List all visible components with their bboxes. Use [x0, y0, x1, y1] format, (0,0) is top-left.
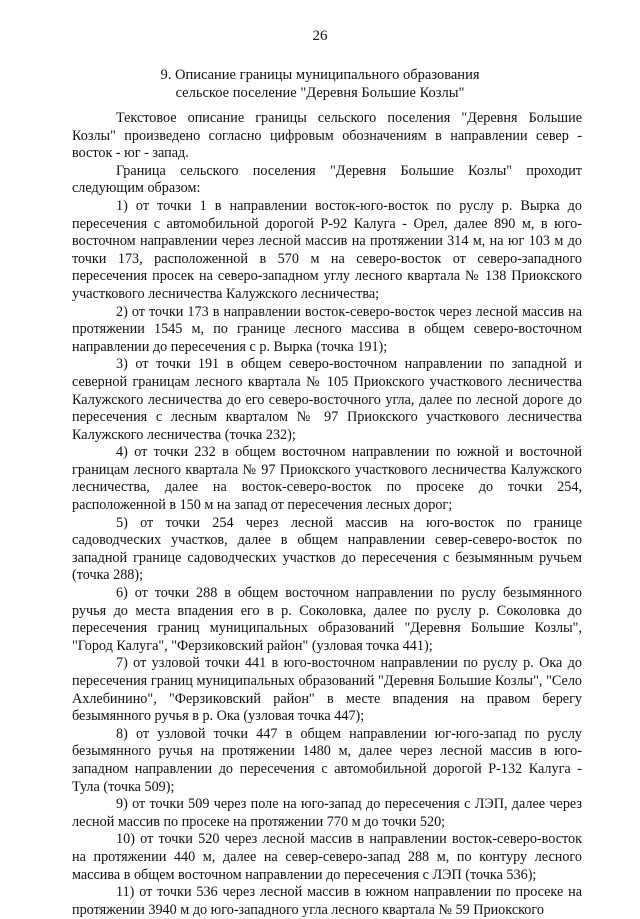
page-number: 26: [312, 28, 328, 44]
paragraph: 3) от точки 191 в общем северо-восточном направлении по западной и северной границам лесного квартала № 105 Приокского участкового лесничества Калужского лесничества до его северо-восточного угла, далее по лесной дороге до пересечения с лесным кварталом № 97 Приокского участкового лесничества Калужского лесничества (точка 232);: [72, 356, 582, 443]
paragraph: 4) от точки 232 в общем восточном направлении по южной и восточной границам лесного квартала № 97 Приокского участкового лесничества Калужского лесничества, далее на восток-северо-восток по просеке до точки 254, расположенной в 150 м на запад от пересечения лесных дорог;: [72, 444, 582, 514]
paragraph: 8) от узловой точки 447 в общем направлении юг-юго-запад по руслу безымянного ручья на протяжении 1480 м, далее через лесной массив в юго-западном направлении до пересечения с автомобильной дорогой Р-132 Калуга - Тула (точка 509);: [72, 725, 582, 795]
section-heading: [0, 66, 640, 102]
paragraph: 9) от точки 509 через поле на юго-запад до пересечения с ЛЭП, далее через лесной массив по просеке на протяжении 770 м до точки 520;: [72, 796, 582, 830]
paragraph: 6) от точки 288 в общем восточном направлении по руслу безымянного ручья до места впадения его в р. Соколовка, далее по руслу р. Соколовка до пересечения границ муниципальных образований "Деревня Большие Козлы", "Город Калуга", "Ферзиковский район" (узловая точка 441);: [72, 585, 582, 654]
paragraph: 2) от точки 173 в направлении восток-северо-восток через лесной массив на протяжении 1545 м, по границе лесного массива в общем северо-восточном направлении до пересечения с р. Вырка (точка 191);: [72, 303, 582, 355]
paragraph: Текстовое описание границы сельского поселения "Деревня Большие Козлы" произведено согласно цифровым обозначениям в направлении север - восток - юг - запад.: [72, 110, 582, 162]
heading-line-1: 9. Описание границы муниципального образования: [160, 67, 480, 83]
paragraph: 11) от точки 536 через лесной массив в южном направлении по просеке на протяжении 3940 м до юго-западного угла лесного квартала № 59 Приокского: [72, 884, 582, 918]
paragraph: 5) от точки 254 через лесной массив на юго-восток по границе садоводческих участков, далее в общем направлении север-северо-восток по западной границе садоводческих участков до пересечения с безымянным ручьем (точка 288);: [72, 514, 582, 584]
paragraph: Граница сельского поселения "Деревня Большие Козлы" проходит следующим образом:: [72, 162, 582, 197]
paragraph: 1) от точки 1 в направлении восток-юго-восток по руслу р. Вырка до пересечения с автомобильной дорогой Р-92 Калуга - Орел, далее 890 м, в юго-восточном направлении через лесной массив на протяжении 314 м, на юг 103 м до точки 173, расположенной в 570 м на северо-восток от северо-западного пересечения просек на северо-западном углу лесного квартала № 138 Приокского участкового лесничества Калужского лесничества;: [72, 197, 582, 302]
paragraph: 10) от точки 520 через лесной массив в направлении восток-северо-восток на протяжении 440 м, далее на север-северо-запад 288 м, по контуру лесного массива в общем восточном направлении до пересечения с ЛЭП (точка 536);: [72, 831, 582, 883]
paragraph: 7) от узловой точки 441 в юго-восточном направлении по руслу р. Ока до пересечения границ муниципальных образований "Деревня Большие Козлы", "Село Ахлебинино", "Ферзиковский район" в месте впадения на правом берегу безымянного ручья в р. Ока (узловая точка 447);: [72, 655, 582, 725]
heading-line-2: сельское поселение "Деревня Большие Козлы": [175, 85, 465, 101]
document-body: [72, 110, 582, 919]
